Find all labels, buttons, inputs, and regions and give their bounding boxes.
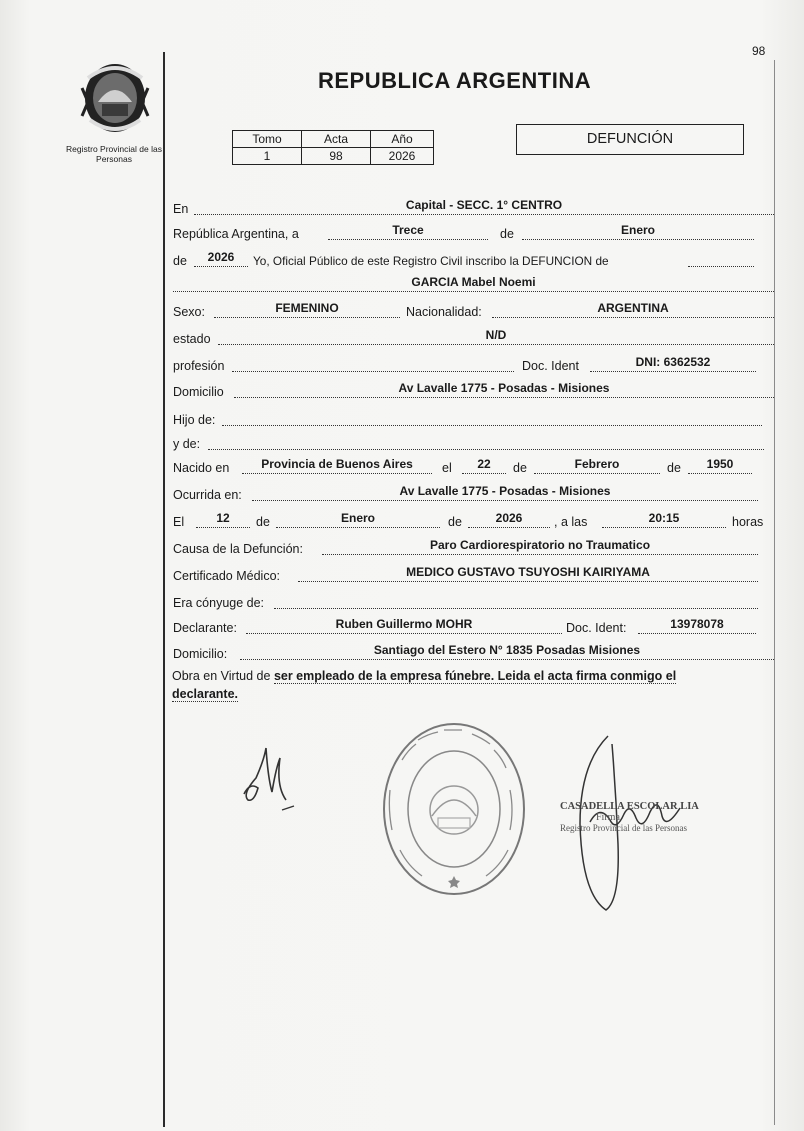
- label-domicilio: Domicilio: [173, 385, 224, 399]
- value-tomo: 1: [233, 148, 302, 165]
- value-hora: 20:15: [648, 511, 680, 525]
- label-hijo-de: Hijo de:: [173, 413, 216, 427]
- row-declarante: [172, 616, 776, 636]
- label-sexo: Sexo:: [173, 305, 205, 319]
- value-ocurrida: Av Lavalle 1775 - Posadas - Misiones: [399, 484, 611, 498]
- value-declarante-doc: 13978078: [670, 617, 724, 631]
- value-fallec-mes: Enero: [340, 511, 375, 525]
- row-nombre: [172, 274, 776, 294]
- value-nacido-dia: 22: [477, 457, 491, 471]
- header-anio: Año: [371, 131, 434, 148]
- value-causa: Paro Cardiorespiratorio no Traumatico: [429, 538, 651, 552]
- label-horas: horas: [732, 515, 764, 529]
- value-mes: Enero: [620, 223, 655, 237]
- row-domicilio-declarante: [172, 642, 776, 662]
- label-causa: Causa de la Defunción:: [173, 542, 303, 556]
- label-a-las: , a las: [554, 515, 588, 529]
- fill-inscribo: [688, 250, 754, 267]
- label-obra: Obra en Virtud de: [172, 669, 271, 683]
- value-nacido-lugar: Provincia de Buenos Aires: [261, 457, 413, 471]
- official-name-stamp: [560, 801, 699, 834]
- label-inscribo: Yo, Oficial Público de este Registro Civil inscribo la DEFUNCION de: [253, 254, 609, 268]
- record-table: [232, 130, 434, 165]
- row-fecha: [172, 222, 776, 242]
- row-nacimiento: [172, 456, 776, 476]
- value-domicilio: Av Lavalle 1775 - Posadas - Misiones: [398, 381, 610, 395]
- value-dni: DNI: 6362532: [635, 355, 711, 369]
- label-ocurrida-en: Ocurrida en:: [173, 488, 242, 502]
- left-margin-rule: [163, 52, 165, 1127]
- value-estado: N/D: [485, 328, 507, 342]
- header-tomo: Tomo: [233, 131, 302, 148]
- label-de-o2: de: [448, 515, 462, 529]
- value-anio: 2026: [207, 250, 235, 264]
- value-nacido-mes: Febrero: [574, 457, 620, 471]
- value-anio: 2026: [371, 148, 434, 165]
- obra-en-virtud-paragraph: [172, 667, 778, 703]
- value-nacionalidad: ARGENTINA: [597, 301, 669, 315]
- row-estado: [172, 327, 776, 347]
- label-en: En: [173, 202, 189, 216]
- value-acta: 98: [302, 148, 371, 165]
- registry-name: Registro Provincial de las Personas: [66, 144, 162, 164]
- label-de: de: [500, 227, 514, 241]
- record-type-box: DEFUNCIÓN: [516, 124, 744, 155]
- value-fallec-anio: 2026: [495, 511, 523, 525]
- label-de-o1: de: [256, 515, 270, 529]
- header-acta: Acta: [302, 131, 371, 148]
- label-profesion: profesión: [173, 359, 225, 373]
- page-number: 98: [752, 44, 766, 58]
- row-certificado: [172, 564, 776, 584]
- value-lugar: Capital - SECC. 1° CENTRO: [405, 198, 563, 212]
- row-conyuge: [172, 591, 776, 611]
- label-republica: República Argentina, a: [173, 227, 299, 241]
- row-sexo: [172, 300, 776, 320]
- label-el2: El: [173, 515, 185, 529]
- fill-y-de: [208, 433, 764, 450]
- label-doc-ident2: Doc. Ident:: [566, 621, 627, 635]
- value-sexo: FEMENINO: [275, 301, 339, 315]
- value-fallec-dia: 12: [216, 511, 230, 525]
- label-doc-ident: Doc. Ident: [522, 359, 579, 373]
- value-certificado: MEDICO GUSTAVO TSUYOSHI KAIRIYAMA: [406, 565, 650, 579]
- value-obra-b: declarante.: [172, 687, 239, 701]
- fill-conyuge: [274, 592, 758, 609]
- label-de-anio: de: [173, 254, 187, 268]
- label-estado: estado: [173, 332, 211, 346]
- label-declarante: Declarante:: [173, 621, 237, 635]
- value-declarante: Ruben Guillermo MOHR: [335, 617, 473, 631]
- row-fallecimiento: [172, 510, 776, 530]
- value-dia: Trece: [392, 223, 424, 237]
- fill-profesion: [232, 355, 514, 372]
- label-el: el: [442, 461, 452, 475]
- row-inscripcion: [172, 249, 776, 269]
- document-title: REPUBLICA ARGENTINA: [318, 68, 592, 93]
- row-causa: [172, 537, 776, 557]
- declarante-signature: [236, 738, 306, 818]
- value-nombre: GARCIA Mabel Noemi: [411, 275, 536, 289]
- row-hijo-de: [172, 408, 776, 428]
- fill-hijo-de: [222, 409, 762, 426]
- label-de-n1: de: [513, 461, 527, 475]
- row-lugar: [172, 197, 776, 217]
- row-profesion: [172, 354, 776, 374]
- stamp-name: CASADELLA ESCOLAR LIA: [560, 801, 699, 812]
- label-y-de: y de:: [173, 437, 201, 451]
- row-ocurrida: [172, 483, 776, 503]
- label-certificado: Certificado Médico:: [173, 569, 280, 583]
- label-de-n2: de: [667, 461, 681, 475]
- label-nacido-en: Nacido en: [173, 461, 230, 475]
- label-nacionalidad: Nacionalidad:: [406, 305, 482, 319]
- value-obra-a: ser empleado de la empresa fúnebre. Leida el acta firma conmigo el: [273, 669, 677, 683]
- label-conyuge: Era cónyuge de:: [173, 596, 265, 610]
- row-domicilio: [172, 380, 776, 400]
- stamp-office: Registro Provincial de las Personas: [560, 823, 687, 833]
- row-y-de: [172, 432, 776, 452]
- stamp-role: Firma: [596, 812, 620, 823]
- registry-seal-stamp: [380, 720, 528, 898]
- label-domicilio2: Domicilio:: [173, 647, 228, 661]
- value-nacido-anio: 1950: [706, 457, 734, 471]
- provincial-coat-of-arms-logo: [78, 58, 152, 136]
- value-declarante-domicilio: Santiago del Estero N° 1835 Posadas Misiones: [373, 643, 641, 657]
